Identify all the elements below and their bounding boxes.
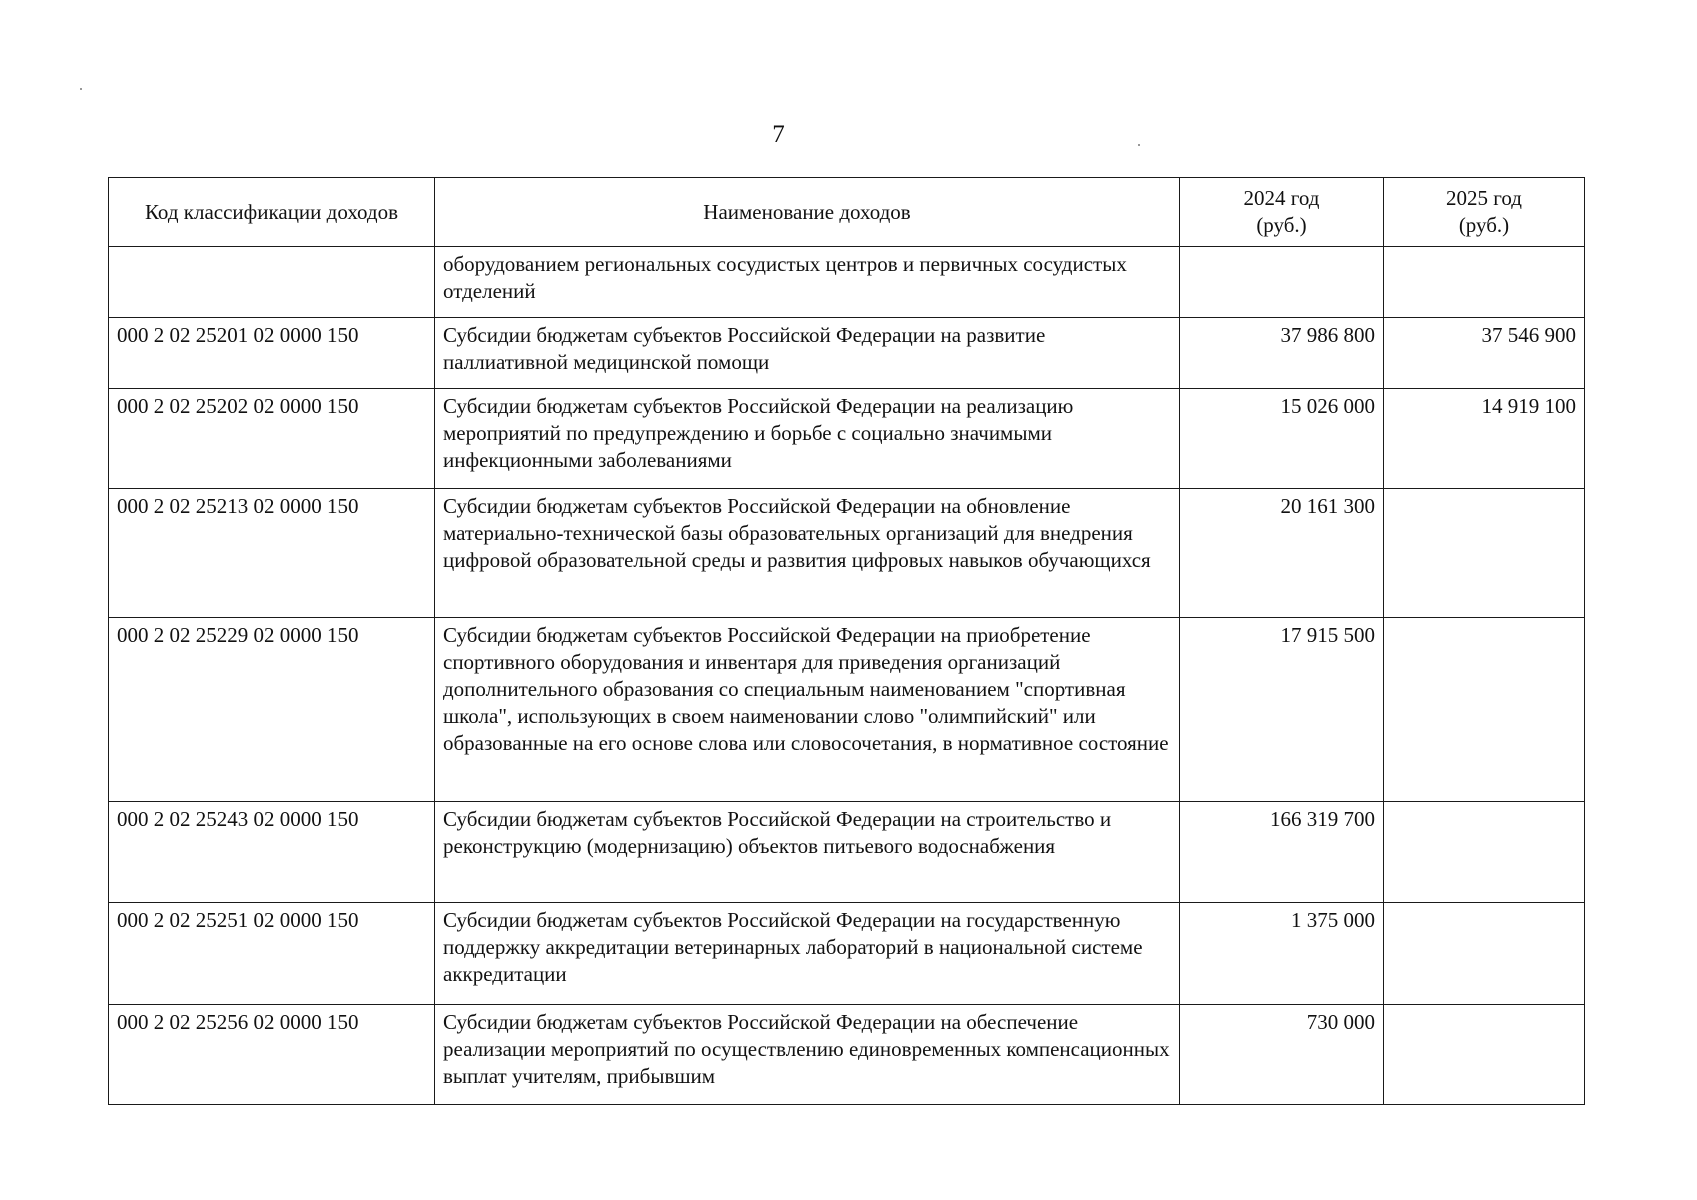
page-number: 7 [772, 121, 785, 148]
row-amount-2024: 17 915 500 [1180, 618, 1384, 802]
header-year-2025 [1384, 178, 1585, 247]
row-code [109, 247, 435, 318]
row-amount-2024: 730 000 [1180, 1005, 1384, 1105]
header-year-2024 [1180, 178, 1384, 247]
table-row [109, 802, 1585, 903]
row-amount-2025 [1384, 247, 1585, 318]
row-amount-2025 [1384, 1005, 1585, 1105]
row-amount-2025 [1384, 802, 1585, 903]
row-name: Субсидии бюджетам субъектов Российской Федерации на обновление материально-технической базы образовательных организаций для внедрения цифровой образовательной среды и развития цифровых навыков обучающихся [435, 489, 1180, 618]
table-row [109, 1005, 1585, 1105]
row-code: 000 2 02 25256 02 0000 150 [109, 1005, 435, 1105]
header-code: Код классификации доходов [109, 178, 435, 247]
table-row [109, 903, 1585, 1005]
header-year-2024-unit: (руб.) [1256, 213, 1307, 237]
row-name: Субсидии бюджетам субъектов Российской Федерации на реализацию мероприятий по предупреждению и борьбе с социально значимыми инфекционными заболеваниями [435, 389, 1180, 489]
scan-speck [1138, 144, 1140, 146]
table-row [109, 489, 1585, 618]
row-amount-2025 [1384, 903, 1585, 1005]
scan-speck [80, 88, 82, 90]
row-code: 000 2 02 25213 02 0000 150 [109, 489, 435, 618]
header-year-2025-unit: (руб.) [1458, 213, 1510, 237]
table-row [109, 247, 1585, 318]
table-header-row [109, 178, 1585, 247]
row-name: Субсидии бюджетам субъектов Российской Федерации на государственную поддержку аккредитации ветеринарных лабораторий в национальной системе аккредитации [435, 903, 1180, 1005]
header-year-2024-label: 2024 год [1243, 186, 1320, 210]
table-row [109, 318, 1585, 389]
row-amount-2024 [1180, 247, 1384, 318]
header-name: Наименование доходов [435, 178, 1180, 247]
row-code: 000 2 02 25251 02 0000 150 [109, 903, 435, 1005]
row-code: 000 2 02 25243 02 0000 150 [109, 802, 435, 903]
row-amount-2025 [1384, 618, 1585, 802]
row-code: 000 2 02 25201 02 0000 150 [109, 318, 435, 389]
row-amount-2024: 37 986 800 [1180, 318, 1384, 389]
row-amount-2024: 15 026 000 [1180, 389, 1384, 489]
income-table [108, 177, 1585, 1105]
row-amount-2025: 37 546 900 [1384, 318, 1585, 389]
row-amount-2024: 166 319 700 [1180, 802, 1384, 903]
row-name: Субсидии бюджетам субъектов Российской Федерации на обеспечение реализации мероприятий по осуществлению единовременных компенсационных выплат учителям, прибывшим [435, 1005, 1180, 1105]
row-code: 000 2 02 25202 02 0000 150 [109, 389, 435, 489]
row-name: оборудованием региональных сосудистых центров и первичных сосудистых отделений [435, 247, 1180, 318]
header-year-2025-label: 2025 год [1446, 186, 1522, 210]
row-name: Субсидии бюджетам субъектов Российской Федерации на развитие паллиативной медицинской помощи [435, 318, 1180, 389]
row-amount-2024: 20 161 300 [1180, 489, 1384, 618]
row-name: Субсидии бюджетам субъектов Российской Федерации на строительство и реконструкцию (модернизацию) объектов питьевого водоснабжения [435, 802, 1180, 903]
row-amount-2025 [1384, 489, 1585, 618]
row-amount-2025: 14 919 100 [1384, 389, 1585, 489]
row-amount-2024: 1 375 000 [1180, 903, 1384, 1005]
row-name: Субсидии бюджетам субъектов Российской Федерации на приобретение спортивного оборудования и инвентаря для приведения организаций дополнительного образования со специальным наименованием "спортивная школа", использующих в своем наименовании слово "олимпийский" или образованные на его основе слова или словосочетания, в нормативное состояние [435, 618, 1180, 802]
table-row [109, 618, 1585, 802]
row-code: 000 2 02 25229 02 0000 150 [109, 618, 435, 802]
table-row [109, 389, 1585, 489]
